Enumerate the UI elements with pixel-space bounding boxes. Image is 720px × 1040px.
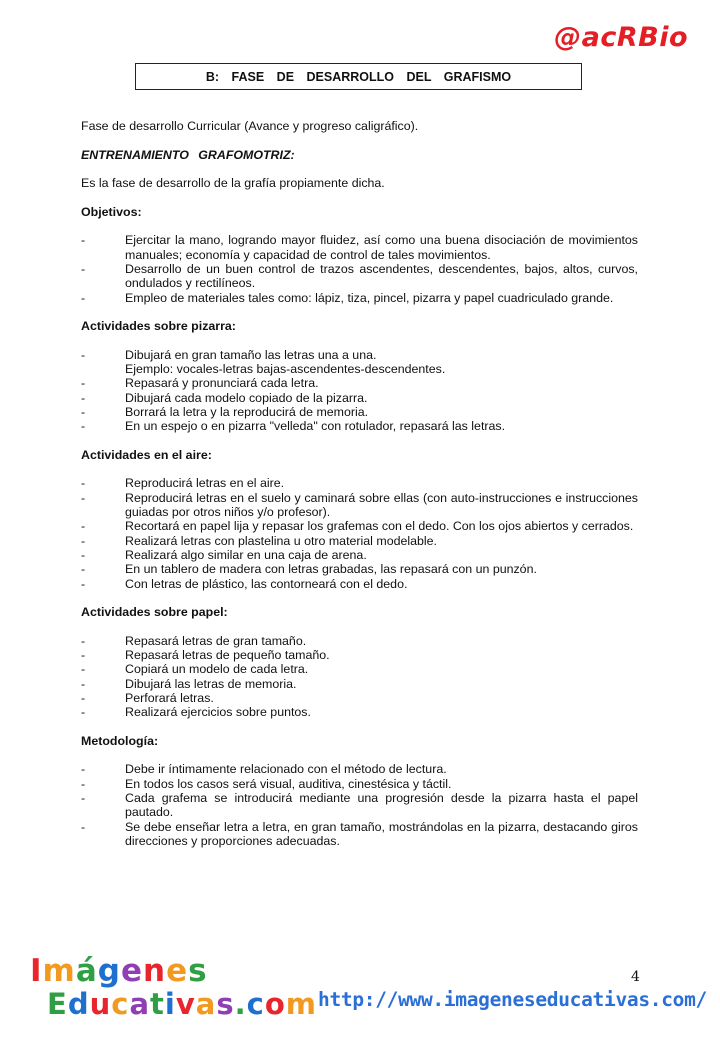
bullet-dash: - bbox=[81, 819, 86, 834]
list-item-text: Ejercitar la mano, logrando mayor fluidez, así como una buena disociación de movimientos manuales; economía y capacidad de control de tales movimientos. bbox=[125, 233, 638, 262]
list-item bbox=[81, 634, 638, 648]
list-item-text: Dibujará cada modelo copiado de la pizarra. bbox=[125, 390, 368, 405]
list-item bbox=[81, 519, 638, 533]
list-item bbox=[81, 262, 638, 291]
list-item-text: Copiará un modelo de cada letra. bbox=[125, 662, 309, 677]
author-signature: @acRBio bbox=[554, 22, 688, 53]
list-item-text: Cada grafema se introducirá mediante una progresión desde la pizarra hasta el papel pautado. bbox=[125, 790, 638, 820]
bullet-dash: - bbox=[81, 490, 86, 505]
list-item bbox=[81, 391, 638, 405]
bullet-list bbox=[81, 476, 638, 590]
logo-line-2: Educativas.com bbox=[47, 987, 317, 1021]
bullet-dash: - bbox=[81, 261, 86, 276]
bullet-dash: - bbox=[81, 233, 86, 248]
document-body bbox=[81, 119, 638, 862]
section-heading: Objetivos: bbox=[81, 204, 142, 219]
bullet-dash: - bbox=[81, 404, 86, 419]
section-heading: Metodología: bbox=[81, 733, 159, 748]
list-item-text: Realizará ejercicios sobre puntos. bbox=[125, 705, 311, 720]
bullet-dash: - bbox=[81, 562, 86, 577]
bullet-dash: - bbox=[81, 633, 86, 648]
section-heading: Actividades sobre papel: bbox=[81, 605, 228, 620]
bullet-dash: - bbox=[81, 547, 86, 562]
list-item-text: Empleo de materiales tales como: lápiz, tiza, pincel, pizarra y papel cuadriculado grande. bbox=[125, 290, 614, 305]
list-item-text: Realizará algo similar en una caja de arena. bbox=[125, 547, 367, 562]
list-item bbox=[81, 648, 638, 662]
bullet-list bbox=[81, 634, 638, 720]
list-item bbox=[81, 233, 638, 262]
list-item-text: Debe ir íntimamente relacionado con el método de lectura. bbox=[125, 762, 447, 777]
bullet-dash: - bbox=[81, 676, 86, 691]
list-item bbox=[81, 348, 638, 377]
bullet-dash: - bbox=[81, 762, 86, 777]
list-item bbox=[81, 419, 638, 433]
bullet-dash: - bbox=[81, 576, 86, 591]
list-item bbox=[81, 662, 638, 676]
list-item-text: Borrará la letra y la reproducirá de memoria. bbox=[125, 404, 369, 419]
list-item-text: Con letras de plástico, las contorneará con el dedo. bbox=[125, 576, 408, 591]
bullet-dash: - bbox=[81, 776, 86, 791]
list-item bbox=[81, 705, 638, 719]
bullet-dash: - bbox=[81, 476, 86, 491]
list-item bbox=[81, 291, 638, 305]
logo-line-1: Imágenes bbox=[30, 953, 208, 989]
bullet-list bbox=[81, 762, 638, 848]
list-item-text: Realizará letras con plastelina u otro material modelable. bbox=[125, 533, 437, 548]
bullet-dash: - bbox=[81, 519, 86, 534]
sections-container bbox=[81, 205, 638, 848]
bullet-dash: - bbox=[81, 790, 86, 805]
list-item-text: En todos los casos será visual, auditiva, cinestésica y táctil. bbox=[125, 776, 452, 791]
list-item bbox=[81, 534, 638, 548]
section-title: B: FASE DE DESARROLLO DEL GRAFISMO bbox=[135, 63, 582, 90]
list-item bbox=[81, 777, 638, 791]
list-item-text: Recortará en papel lija y repasar los grafemas con el dedo. Con los ojos abiertos y cerrados. bbox=[125, 519, 634, 534]
training-text: Es la fase de desarrollo de la grafía propiamente dicha. bbox=[81, 176, 385, 191]
bullet-dash: - bbox=[81, 662, 86, 677]
bullet-dash: - bbox=[81, 290, 86, 305]
bullet-dash: - bbox=[81, 690, 86, 705]
bullet-dash: - bbox=[81, 419, 86, 434]
list-item bbox=[81, 820, 638, 849]
list-item bbox=[81, 562, 638, 576]
bullet-list bbox=[81, 348, 638, 434]
list-item-text: Dibujará en gran tamaño las letras una a una. Ejemplo: vocales-letras bajas-ascendentes-descendentes. bbox=[125, 347, 446, 377]
bullet-dash: - bbox=[81, 647, 86, 662]
website-link[interactable]: http://www.imageneseducativas.com/ bbox=[318, 988, 707, 1011]
intro-text: Fase de desarrollo Curricular (Avance y progreso caligráfico). bbox=[81, 119, 419, 133]
list-item bbox=[81, 548, 638, 562]
list-item-text: Perforará letras. bbox=[125, 690, 214, 705]
section-heading: Actividades en el aire: bbox=[81, 447, 212, 462]
list-item bbox=[81, 476, 638, 490]
training-heading: ENTRENAMIENTO GRAFOMOTRIZ: bbox=[81, 147, 295, 162]
list-item-text: Se debe enseñar letra a letra, en gran tamaño, mostrándolas en la pizarra, destacando giros direcciones y proporciones adecuadas. bbox=[125, 819, 638, 848]
list-item bbox=[81, 376, 638, 390]
list-item bbox=[81, 405, 638, 419]
bullet-dash: - bbox=[81, 390, 86, 405]
list-item bbox=[81, 491, 638, 520]
list-item-text: En un tablero de madera con letras grabadas, las repasará con un punzón. bbox=[125, 562, 537, 577]
list-item-text: Dibujará las letras de memoria. bbox=[125, 676, 297, 691]
list-item bbox=[81, 577, 638, 591]
section-heading: Actividades sobre pizarra: bbox=[81, 319, 236, 334]
bullet-dash: - bbox=[81, 347, 86, 362]
bullet-dash: - bbox=[81, 376, 86, 391]
list-item bbox=[81, 791, 638, 820]
imagenes-educativas-logo bbox=[25, 953, 317, 1023]
list-item-text: Desarrollo de un buen control de trazos ascendentes, descendentes, bajos, altos, curvos, ondulados y rectilíneos. bbox=[125, 261, 638, 291]
bullet-list bbox=[81, 233, 638, 304]
list-item bbox=[81, 762, 638, 776]
list-item-text: Repasará letras de pequeño tamaño. bbox=[125, 647, 330, 662]
list-item-text: En un espejo o en pizarra "velleda" con rotulador, repasará las letras. bbox=[125, 419, 506, 434]
page-number: 4 bbox=[631, 969, 640, 985]
list-item bbox=[81, 691, 638, 705]
list-item bbox=[81, 677, 638, 691]
list-item-text: Reproducirá letras en el aire. bbox=[125, 476, 285, 491]
list-item-text: Reproducirá letras en el suelo y caminará sobre ellas (con auto-instrucciones e instrucciones guiadas por otros niños y/o profesor). bbox=[125, 490, 638, 520]
bullet-dash: - bbox=[81, 705, 86, 720]
bullet-dash: - bbox=[81, 533, 86, 548]
list-item-text: Repasará y pronunciará cada letra. bbox=[125, 376, 319, 391]
list-item-text: Repasará letras de gran tamaño. bbox=[125, 633, 307, 648]
